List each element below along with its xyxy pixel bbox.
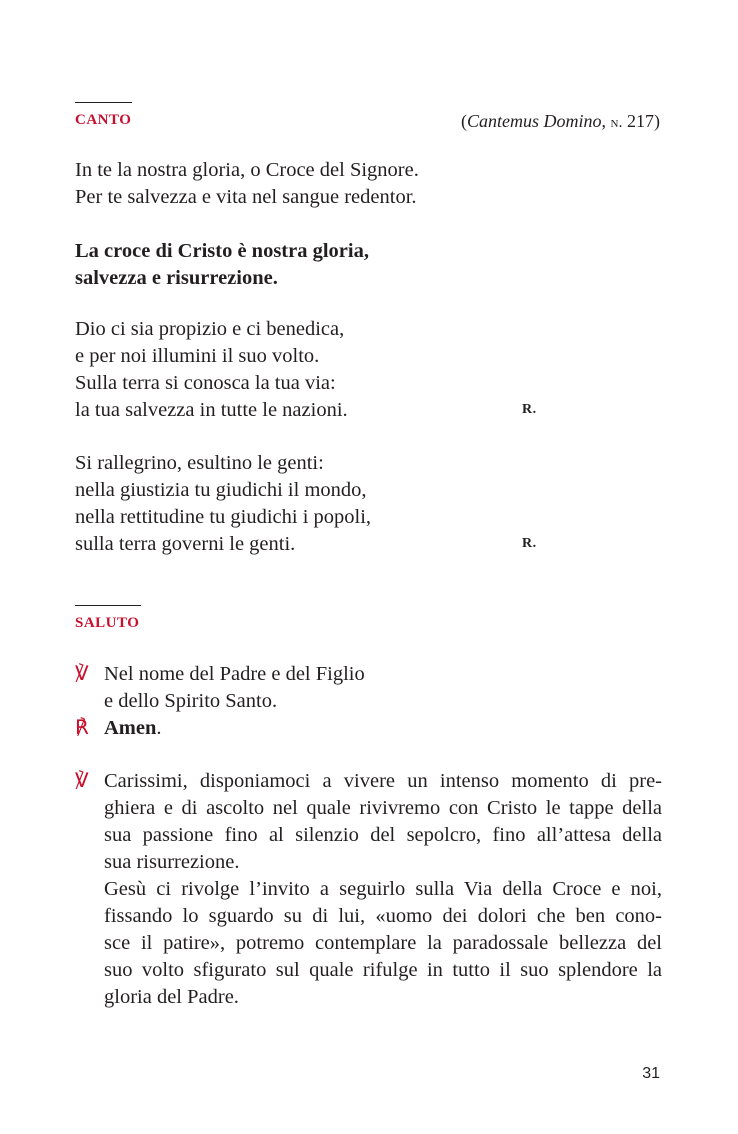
paragraph-line: sua passione fino al silenzio del sepolcro, fino all’attesa della — [104, 824, 662, 846]
versicle-symbol: ℣ — [75, 663, 89, 685]
response-symbol: ℟ — [75, 717, 89, 739]
paragraph-line: sua risurrezione. — [104, 851, 240, 873]
refrain-mark: R. — [522, 402, 537, 417]
canto-stanza-2 — [75, 316, 348, 424]
paragraph-line: fissando lo sguardo su di lui, «uomo dei dolori che ben cono- — [104, 905, 662, 927]
response-text: Amen — [104, 717, 157, 739]
versicle-symbol: ℣ — [75, 770, 89, 792]
verse-line: Dio ci sia propizio e ci benedica, — [75, 318, 345, 340]
source-number-label: n. — [610, 114, 623, 131]
verse-line: In te la nostra gloria, o Croce del Signore. — [75, 159, 419, 181]
paragraph-line: sce il patire», potremo contemplare la paradossale bellezza del — [104, 932, 662, 954]
canto-source: (Cantemus Domino, n. 217) — [461, 111, 660, 131]
saluto-rule — [75, 605, 141, 606]
verse-line: Sulla terra si conosca la tua via: — [75, 372, 336, 394]
verse-line: la tua salvezza in tutte le nazioni. — [75, 399, 348, 421]
verse-line: e per noi illumini il suo volto. — [75, 345, 320, 367]
canto-heading: CANTO — [75, 112, 132, 128]
page-number: 31 — [642, 1065, 660, 1082]
versicle-2-text — [104, 768, 662, 1011]
source-number: 217) — [622, 111, 660, 131]
paragraph-line: suo volto sfigurato sul quale rifulge in tutto il suo splendore la — [104, 959, 662, 981]
refrain-line: salvezza e risurrezione. — [75, 267, 278, 289]
paragraph-line: ghiera e di ascolto nel quale rivivremo con Cristo le tappe della — [104, 797, 662, 819]
versicle-line: Nel nome del Padre e del Figlio — [104, 663, 365, 685]
verse-line: sulla terra governi le genti. — [75, 533, 296, 555]
refrain-mark: R. — [522, 536, 537, 551]
refrain-line: La croce di Cristo è nostra gloria, — [75, 240, 369, 262]
canto-rule — [75, 102, 132, 103]
canto-refrain — [75, 238, 369, 292]
versicle-line: e dello Spirito Santo. — [104, 690, 278, 712]
paragraph-line: Gesù ci rivolge l’invito a seguirlo sulla Via della Croce e noi, — [104, 878, 662, 900]
verse-line: nella rettitudine tu giudichi i popoli, — [75, 506, 372, 528]
paragraph-line: gloria del Padre. — [104, 986, 239, 1008]
saluto-heading: SALUTO — [75, 615, 140, 631]
verse-line: Per te salvezza e vita nel sangue redentor. — [75, 186, 417, 208]
paragraph-line: Carissimi, disponiamoci a vivere un intenso momento di pre- — [104, 770, 662, 792]
verse-line: nella giustizia tu giudichi il mondo, — [75, 479, 367, 501]
canto-stanza-3 — [75, 450, 371, 558]
source-title: Cantemus Domino — [467, 111, 602, 131]
canto-stanza-1 — [75, 157, 419, 211]
verse-line: Si rallegrino, esultino le genti: — [75, 452, 324, 474]
